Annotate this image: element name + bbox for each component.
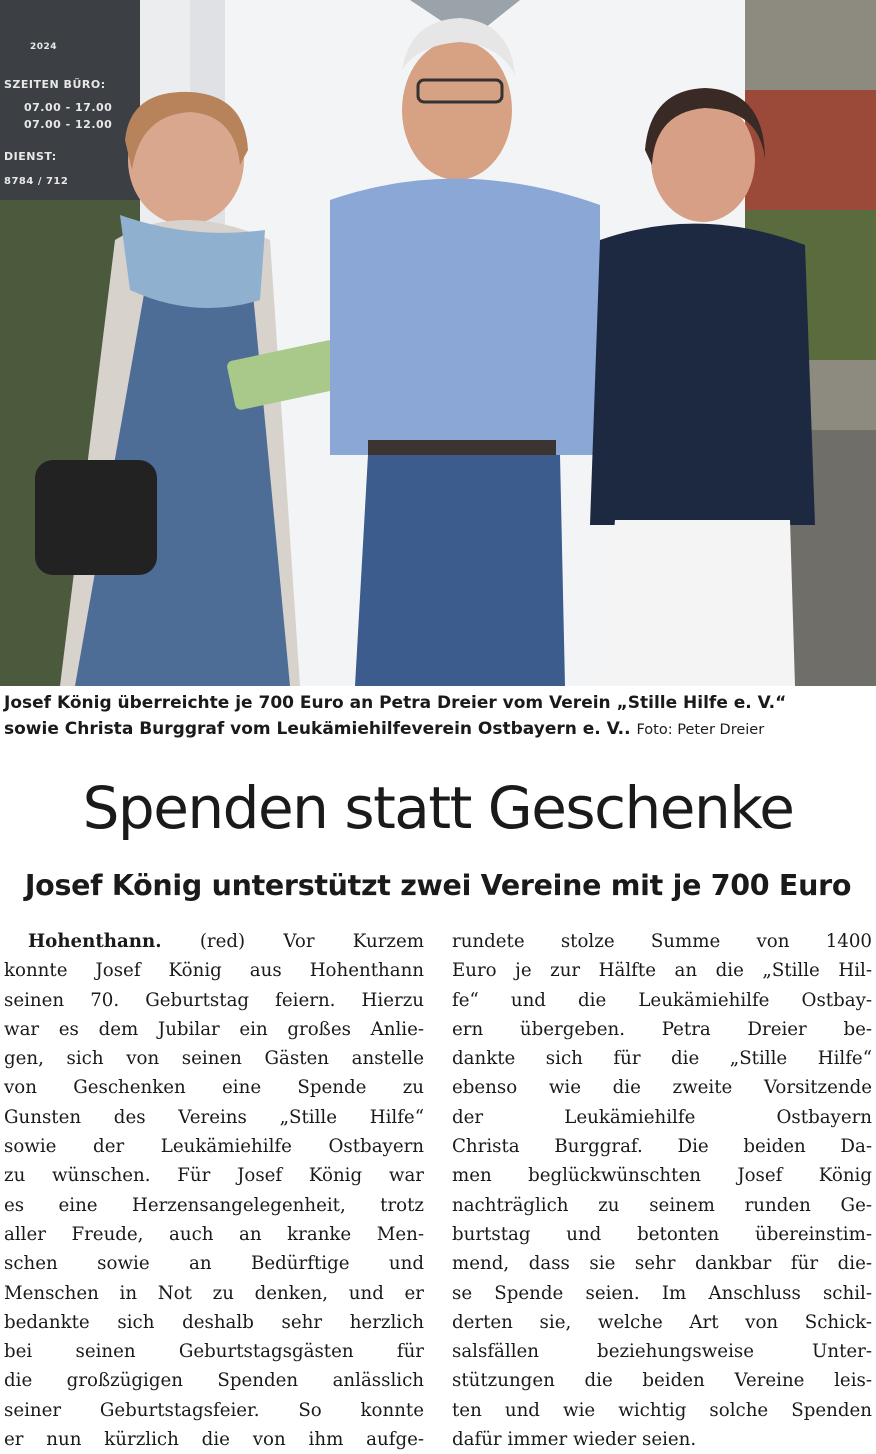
sign-hours-2: 07.00 - 12.00 — [24, 118, 113, 131]
caption-line-2 — [4, 716, 872, 743]
article-line: Euro je zur Hälfte an die „Stille Hil- — [452, 960, 872, 982]
article-line: aller Freude, auch an kranke Men- — [4, 1223, 424, 1245]
article-line: die großzügigen Spenden anlässlich — [4, 1370, 424, 1392]
sign-hours-1: 07.00 - 17.00 — [24, 101, 113, 114]
article-line: dafür immer wieder seien. — [452, 1429, 697, 1451]
article-line: stützungen die beiden Vereine leis- — [452, 1370, 872, 1392]
article-line: seiner Geburtstagsfeier. So konnte — [4, 1399, 424, 1421]
caption-line-1: Josef König überreichte je 700 Euro an Petra Dreier vom Verein „Stille Hilfe e. V.“ — [4, 693, 787, 713]
article-line: es eine Herzensangelegenheit, trotz — [4, 1194, 424, 1216]
article-line: bedankte sich deshalb sehr herzlich — [4, 1311, 424, 1333]
article-line-text: (red) Vor Kurzem — [161, 931, 424, 952]
photo-credit: Foto: Peter Dreier — [636, 722, 765, 738]
article-line: ten und wie wichtig solche Spenden — [452, 1399, 872, 1421]
photo-caption — [4, 690, 872, 743]
article-line: sowie der Leukämiehilfe Ostbayern — [4, 1136, 424, 1158]
article-column-left — [4, 927, 424, 1454]
article-line: Menschen in Not zu denken, und er — [4, 1282, 424, 1304]
article-line: Christa Burggraf. Die beiden Da- — [452, 1136, 872, 1158]
article-column-right — [452, 927, 872, 1454]
article-line: konnte Josef König aus Hohenthann — [4, 960, 424, 982]
article-line: fe“ und die Leukämiehilfe Ostbay- — [452, 989, 872, 1011]
article-line: nachträglich zu seinem runden Ge- — [452, 1194, 872, 1216]
article-line: se Spende seien. Im Anschluss schil- — [452, 1282, 872, 1304]
sign-heading: SZEITEN BÜRO: — [4, 78, 106, 91]
article-line: bei seinen Geburtstagsgästen für — [4, 1341, 424, 1363]
article-line: dankte sich für die „Stille Hilfe“ — [452, 1048, 872, 1070]
article-line: ern übergeben. Petra Dreier be- — [452, 1018, 872, 1040]
article-line: er nun kürzlich die von ihm aufge- — [4, 1429, 424, 1451]
article-line: von Geschenken eine Spende zu — [4, 1077, 424, 1099]
caption-line-2-text: sowie Christa Burggraf vom Leukämiehilfeverein Ostbayern e. V.. — [4, 719, 631, 739]
article-line: rundete stolze Summe von 1400 — [452, 931, 872, 952]
article-line: gen, sich von seinen Gästen anstelle — [4, 1048, 424, 1070]
article-line: schen sowie an Bedürftige und — [4, 1253, 424, 1275]
article-line: mend, dass sie sehr dankbar für die- — [452, 1253, 872, 1275]
sign-phone: 8784 / 712 — [4, 176, 69, 187]
subheadline: Josef König unterstützt zwei Vereine mit je 700 Euro — [24, 869, 852, 902]
article-line: seinen 70. Geburtstag feiern. Hierzu — [4, 989, 424, 1011]
article-line: war es dem Jubilar ein großes Anlie- — [4, 1018, 424, 1040]
headline: Spenden statt Geschenke — [82, 774, 794, 842]
article-line — [4, 927, 424, 956]
article-line: Gunsten des Vereins „Stille Hilfe“ — [4, 1106, 424, 1128]
article-photo — [0, 0, 876, 686]
article-line: der Leukämiehilfe Ostbayern — [452, 1106, 872, 1128]
dateline: Hohenthann. — [28, 931, 162, 952]
article-line: men beglückwünschten Josef König — [452, 1165, 872, 1187]
sign-dienst: DIENST: — [4, 150, 57, 163]
sign-year: 2024 — [30, 42, 58, 52]
article-line: zu wünschen. Für Josef König war — [4, 1165, 424, 1187]
article-line: derten sie, welche Art von Schick- — [452, 1311, 872, 1333]
article-line: burtstag und betonten übereinstim- — [452, 1223, 872, 1245]
office-hours-sign — [0, 0, 140, 200]
article-line: ebenso wie die zweite Vorsitzende — [452, 1077, 872, 1099]
article-line: salsfällen beziehungsweise Unter- — [452, 1341, 872, 1363]
